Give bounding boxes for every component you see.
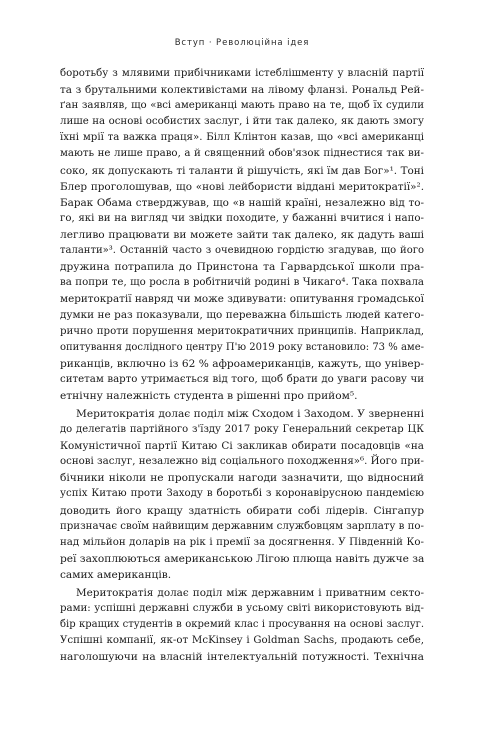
- text-line: риканців, включно із 62 % афроамериканців, кажуть, що універ-: [60, 357, 424, 370]
- text-line: Барак Обама стверджував, що «в нашій країні, незалежно від то-: [60, 196, 424, 209]
- text-line: самих американців.: [60, 568, 172, 581]
- text-line: меритократії навряд чи може здивувати: опитування громадської: [60, 293, 424, 306]
- text-line: бір кращих студентів в окремий клас і просування на основі заслуг.: [60, 619, 424, 631]
- text-line: бічники ніколи не пропускали нагоди зазначити, що відносний: [60, 472, 424, 485]
- text-line: боротьбу з млявими прибічниками істеблішменту у власній партії: [60, 68, 424, 79]
- text-line: думки не раз показували, що переважна більшість людей катего-: [60, 309, 424, 322]
- running-head: Вступ · Революційна ідея: [174, 38, 310, 48]
- text-line: наголошуючи на власній інтелектуальній потужності. Технічна: [60, 651, 424, 664]
- text-line: доводить його кращу здатність обирати собі лідерів. Сінгапур: [60, 504, 424, 517]
- text-line: мають не лише право, а й священний обов'язок піднестися так ви-: [60, 148, 424, 160]
- text-line: Меритократія долає поділ між Сходом і Заходом. У зверненні: [76, 407, 424, 420]
- text-line: етнічну належність студента в рішенні про прийом⁵.: [60, 389, 358, 402]
- text-line: ґан заявляв, що «всі американці мають право на те, щоб їх судили: [60, 100, 424, 112]
- text-line: го, які ви на вигляд чи звідки походите, у бажанні вчитися і напо-: [60, 212, 424, 224]
- text-line: ва попри те, що росла в робітничій родині в Чикаго⁴. Така похвала: [60, 277, 424, 289]
- text-line: та з брутальними колективістами на лівому фланзі. Рональд Рей-: [60, 84, 424, 97]
- text-line: Комуністичної партії Китаю Сі закликав обирати посадовців «на: [60, 440, 424, 453]
- paragraph-1: [60, 66, 424, 404]
- paragraph-2: [60, 406, 424, 583]
- text-line: рично проти порушення меритократичних принципів. Наприклад,: [60, 325, 424, 337]
- text-line: Меритократія долає поділ між державним і приватним секто-: [76, 587, 424, 599]
- paragraph-3: [60, 585, 424, 665]
- text-line: Блер проголошував, що «нові лейбористи віддані меритократії»².: [60, 180, 424, 193]
- text-line: соко, як допускають ті таланти й рішучість, які їм дав Бог»¹. Тоні: [60, 164, 424, 177]
- body-text: [60, 66, 424, 665]
- text-line: легливо працювати ви можете зайти так далеко, як дадуть ваші: [60, 228, 424, 241]
- text-line: ситетам варто утримається від того, щоб брати до уваги расову чи: [60, 373, 424, 385]
- text-line: опитування дослідного центру П'ю 2019 року встановило: 73 % аме-: [60, 341, 424, 353]
- text-line: дружина потрапила до Принстона та Гарвардської школи пра-: [60, 261, 424, 274]
- text-line: над мільйон доларів на рік і премії за досягнення. У Південній Ко-: [60, 536, 424, 548]
- text-line: реї захоплюються американською Лігою плюща навіть дужче за: [60, 552, 424, 565]
- text-line: до делегатів партійного з'їзду 2017 року Генеральний секретар ЦК: [60, 424, 424, 436]
- text-line: основі заслуг, незалежно від соціального походження»⁶. Його при-: [60, 456, 424, 468]
- text-line: таланти»³. Останній часто з очевидною гордістю згадував, що його: [60, 245, 424, 257]
- text-line: призначає своїм найвищим державним службовцям зарплату в по-: [60, 520, 424, 532]
- text-line: успіх Китаю проти Заходу в боротьбі з коронавірусною пандемією: [60, 488, 424, 500]
- text-line: Успішні компанії, як-от McKinsey і Goldman Sachs, продають себе,: [60, 635, 424, 647]
- text-line: їхні мрії та важка праця». Білл Клінтон казав, що «всі американці: [60, 132, 424, 144]
- text-line: лише на основі особистих заслуг, і йти так далеко, як дають змогу: [60, 116, 424, 128]
- text-line: рами: успішні державні служби в усьому світі використовують від-: [60, 603, 424, 615]
